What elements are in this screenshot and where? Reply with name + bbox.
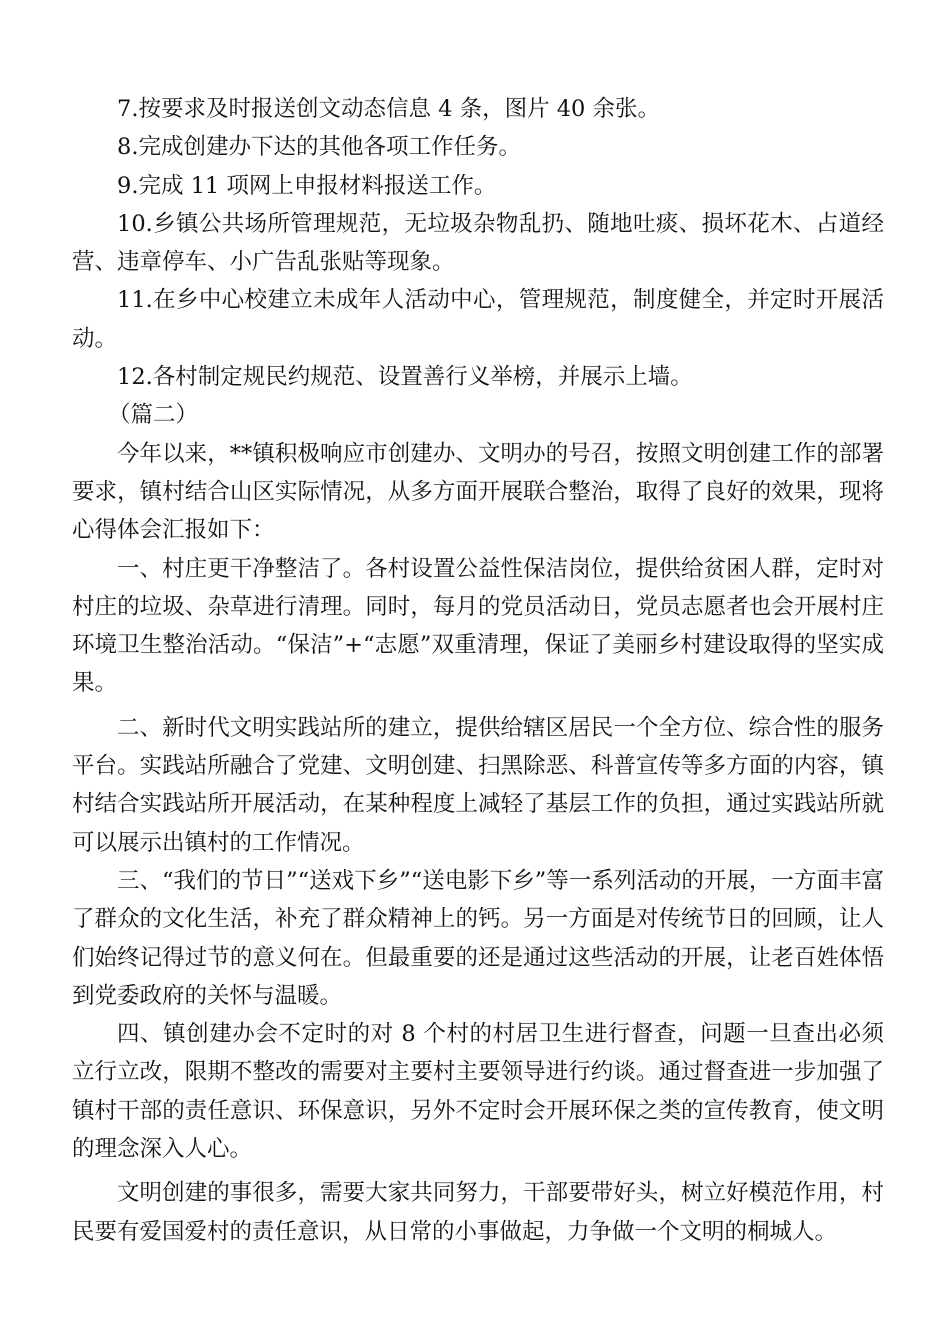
paragraph-point-3: 三、“我们的节日”“送戏下乡”“送电影下乡”等一系列活动的开展，一方面丰富了群众的文化生活，补充了群众精神上的钙。另一方面是对传统节日的回顾，让人们始终记得过节的意义何在。但最重要的还是通过这些活动的开展，让老百姓体悟到党委政府的关怀与温暖。: [72, 867, 884, 1009]
list-item-12: 12.各村制定规民约规范、设置善行义举榜，并展示上墙。: [117, 364, 693, 391]
section-heading: （篇二）: [108, 402, 199, 429]
list-item-8: 8.完成创建办下达的其他各项工作任务。: [117, 134, 521, 161]
list-item-11: 11.在乡中心校建立未成年人活动中心，管理规范，制度健全，并定时开展活动。: [72, 287, 884, 352]
paragraph-point-4: 四、镇创建办会不定时的对 8 个村的村居卫生进行督查，问题一旦查出必须立行立改，限期不整改的需要对主要村主要领导进行约谈。通过督查进一步加强了镇村干部的责任意识、环保意识，另外不定时会开展环保之类的宣传教育，使文明的理念深入人心。: [72, 1021, 884, 1163]
list-item-9: 9.完成 11 项网上申报材料报送工作。: [117, 172, 497, 199]
list-item-10: 10.乡镇公共场所管理规范，无垃圾杂物乱扔、随地吐痰、损坏花木、占道经营、违章停车、小广告乱张贴等现象。: [72, 210, 884, 276]
closing-paragraph: 文明创建的事很多，需要大家共同努力，干部要带好头，树立好模范作用，村民要有爱国爱村的责任意识，从日常的小事做起，力争做一个文明的桐城人。: [72, 1180, 884, 1245]
intro-paragraph: 今年以来，**镇积极响应市创建办、文明办的号召，按照文明创建工作的部署要求，镇村结合山区实际情况，从多方面开展联合整治，取得了良好的效果，现将心得体会汇报如下：: [72, 440, 884, 544]
list-item-7: 7.按要求及时报送创文动态信息 4 条，图片 40 余张。: [117, 96, 661, 122]
paragraph-point-1: 一、村庄更干净整洁了。各村设置公益性保洁岗位，提供给贫困人群，定时对村庄的垃圾、杂草进行清理。同时，每月的党员活动日，党员志愿者也会开展村庄环境卫生整治活动。“保洁”+“志愿”双重清理，保证了美丽乡村建设取得的坚实成果。: [72, 555, 884, 697]
document-body: [72, 90, 884, 1251]
paragraph-point-2: 二、新时代文明实践站所的建立，提供给辖区居民一个全方位、综合性的服务平台。实践站所融合了党建、文明创建、扫黑除恶、科普宣传等多方面的内容，镇村结合实践站所开展活动，在某种程度上减轻了基层工作的负担，通过实践站所就可以展示出镇村的工作情况。: [72, 714, 884, 856]
